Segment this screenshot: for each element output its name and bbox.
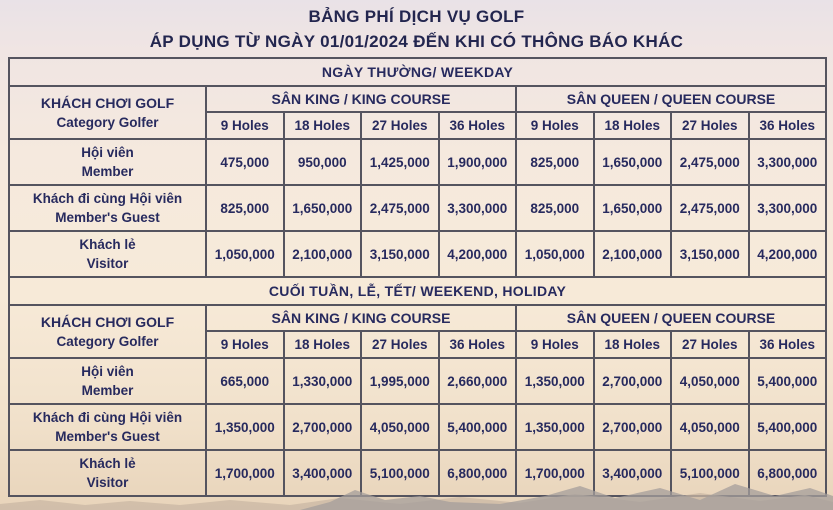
board-title-block: [0, 0, 833, 54]
price-cell: 2,100,000: [284, 231, 362, 277]
category-header: [9, 305, 206, 358]
row-label-vi: Hội viên: [81, 364, 134, 379]
row-label: [9, 185, 206, 231]
holes-header: 9 Holes: [206, 112, 284, 139]
price-cell: 5,100,000: [361, 450, 439, 496]
price-cell: 950,000: [284, 139, 362, 185]
table-row: [9, 358, 826, 404]
price-cell: 1,350,000: [516, 358, 594, 404]
price-cell: 1,050,000: [516, 231, 594, 277]
price-cell: 1,330,000: [284, 358, 362, 404]
board-title: BẢNG PHÍ DỊCH VỤ GOLF: [308, 7, 525, 26]
holes-header: 18 Holes: [284, 331, 362, 358]
price-cell: 2,475,000: [671, 185, 749, 231]
price-cell: 1,350,000: [206, 404, 284, 450]
holes-header: 36 Holes: [749, 112, 827, 139]
queen-course-header: SÂN QUEEN / QUEEN COURSE: [516, 86, 826, 112]
holes-header: 36 Holes: [749, 331, 827, 358]
row-label: [9, 139, 206, 185]
king-course-header: SÂN KING / KING COURSE: [206, 86, 516, 112]
price-cell: 3,150,000: [361, 231, 439, 277]
holes-header: 18 Holes: [594, 331, 672, 358]
price-cell: 1,650,000: [594, 139, 672, 185]
holes-header: 9 Holes: [206, 331, 284, 358]
price-cell: 2,475,000: [671, 139, 749, 185]
holes-header: 27 Holes: [361, 331, 439, 358]
price-cell: 2,100,000: [594, 231, 672, 277]
price-cell: 4,050,000: [671, 358, 749, 404]
price-cell: 1,650,000: [594, 185, 672, 231]
weekend-banner: CUỐI TUẦN, LỄ, TẾT/ WEEKEND, HOLIDAY: [9, 277, 826, 305]
holes-header: 27 Holes: [671, 331, 749, 358]
price-cell: 5,400,000: [749, 404, 827, 450]
row-label-vi: Khách đi cùng Hội viên: [32, 410, 183, 425]
price-cell: 475,000: [206, 139, 284, 185]
row-label-vi: Khách lẻ: [79, 237, 136, 252]
price-cell: 2,700,000: [594, 404, 672, 450]
price-cell: 825,000: [206, 185, 284, 231]
row-label-vi: Khách lẻ: [79, 456, 136, 471]
queen-course-header: SÂN QUEEN / QUEEN COURSE: [516, 305, 826, 331]
table-row: [9, 231, 826, 277]
weekend-banner-row: [9, 277, 826, 305]
price-cell: 1,995,000: [361, 358, 439, 404]
price-cell: 1,425,000: [361, 139, 439, 185]
price-cell: 1,700,000: [206, 450, 284, 496]
price-cell: 4,050,000: [671, 404, 749, 450]
price-cell: 665,000: [206, 358, 284, 404]
price-cell: 3,300,000: [749, 139, 827, 185]
row-label-vi: Hội viên: [81, 145, 134, 160]
price-cell: 3,150,000: [671, 231, 749, 277]
price-cell: 6,800,000: [749, 450, 827, 496]
price-cell: 5,400,000: [439, 404, 517, 450]
category-header-vi: KHÁCH CHƠI GOLF: [40, 313, 175, 330]
king-course-header: SÂN KING / KING COURSE: [206, 305, 516, 331]
holes-header: 27 Holes: [361, 112, 439, 139]
row-label-en: Visitor: [86, 475, 129, 490]
row-label-en: Member: [81, 383, 134, 398]
price-cell: 4,200,000: [749, 231, 827, 277]
price-cell: 5,400,000: [749, 358, 827, 404]
price-cell: 6,800,000: [439, 450, 517, 496]
price-cell: 3,300,000: [749, 185, 827, 231]
weekday-course-header-row: [9, 86, 826, 112]
price-cell: 1,700,000: [516, 450, 594, 496]
price-cell: 2,660,000: [439, 358, 517, 404]
price-cell: 5,100,000: [671, 450, 749, 496]
price-cell: 4,200,000: [439, 231, 517, 277]
price-cell: 3,400,000: [284, 450, 362, 496]
price-cell: 1,900,000: [439, 139, 517, 185]
weekday-banner: NGÀY THƯỜNG/ WEEKDAY: [9, 58, 826, 86]
row-label: [9, 231, 206, 277]
holes-header: 18 Holes: [284, 112, 362, 139]
holes-header: 36 Holes: [439, 112, 517, 139]
mountain-silhouette: [0, 476, 833, 510]
price-cell: 1,050,000: [206, 231, 284, 277]
table-row: [9, 404, 826, 450]
price-table: [8, 57, 827, 497]
holes-header: 18 Holes: [594, 112, 672, 139]
category-header-en: Category Golfer: [56, 114, 159, 130]
weekday-banner-row: [9, 58, 826, 86]
category-header-vi: KHÁCH CHƠI GOLF: [40, 94, 175, 111]
category-header: [9, 86, 206, 139]
price-cell: 1,650,000: [284, 185, 362, 231]
price-cell: 3,300,000: [439, 185, 517, 231]
holes-header: 27 Holes: [671, 112, 749, 139]
row-label-en: Member's Guest: [55, 210, 160, 225]
price-cell: 2,700,000: [594, 358, 672, 404]
row-label-en: Visitor: [86, 256, 129, 271]
row-label-vi: Khách đi cùng Hội viên: [32, 191, 183, 206]
table-row: [9, 185, 826, 231]
price-cell: 2,700,000: [284, 404, 362, 450]
board-subtitle: ÁP DỤNG TỪ NGÀY 01/01/2024 ĐẾN KHI CÓ THÔNG BÁO KHÁC: [149, 32, 684, 51]
weekend-course-header-row: [9, 305, 826, 331]
table-row: [9, 139, 826, 185]
price-cell: 825,000: [516, 139, 594, 185]
price-cell: 4,050,000: [361, 404, 439, 450]
price-cell: 825,000: [516, 185, 594, 231]
row-label: [9, 358, 206, 404]
holes-header: 9 Holes: [516, 112, 594, 139]
row-label: [9, 404, 206, 450]
price-cell: 2,475,000: [361, 185, 439, 231]
row-label-en: Member: [81, 164, 134, 179]
holes-header: 9 Holes: [516, 331, 594, 358]
row-label-en: Member's Guest: [55, 429, 160, 444]
price-cell: 1,350,000: [516, 404, 594, 450]
category-header-en: Category Golfer: [56, 333, 159, 349]
price-cell: 3,400,000: [594, 450, 672, 496]
holes-header: 36 Holes: [439, 331, 517, 358]
